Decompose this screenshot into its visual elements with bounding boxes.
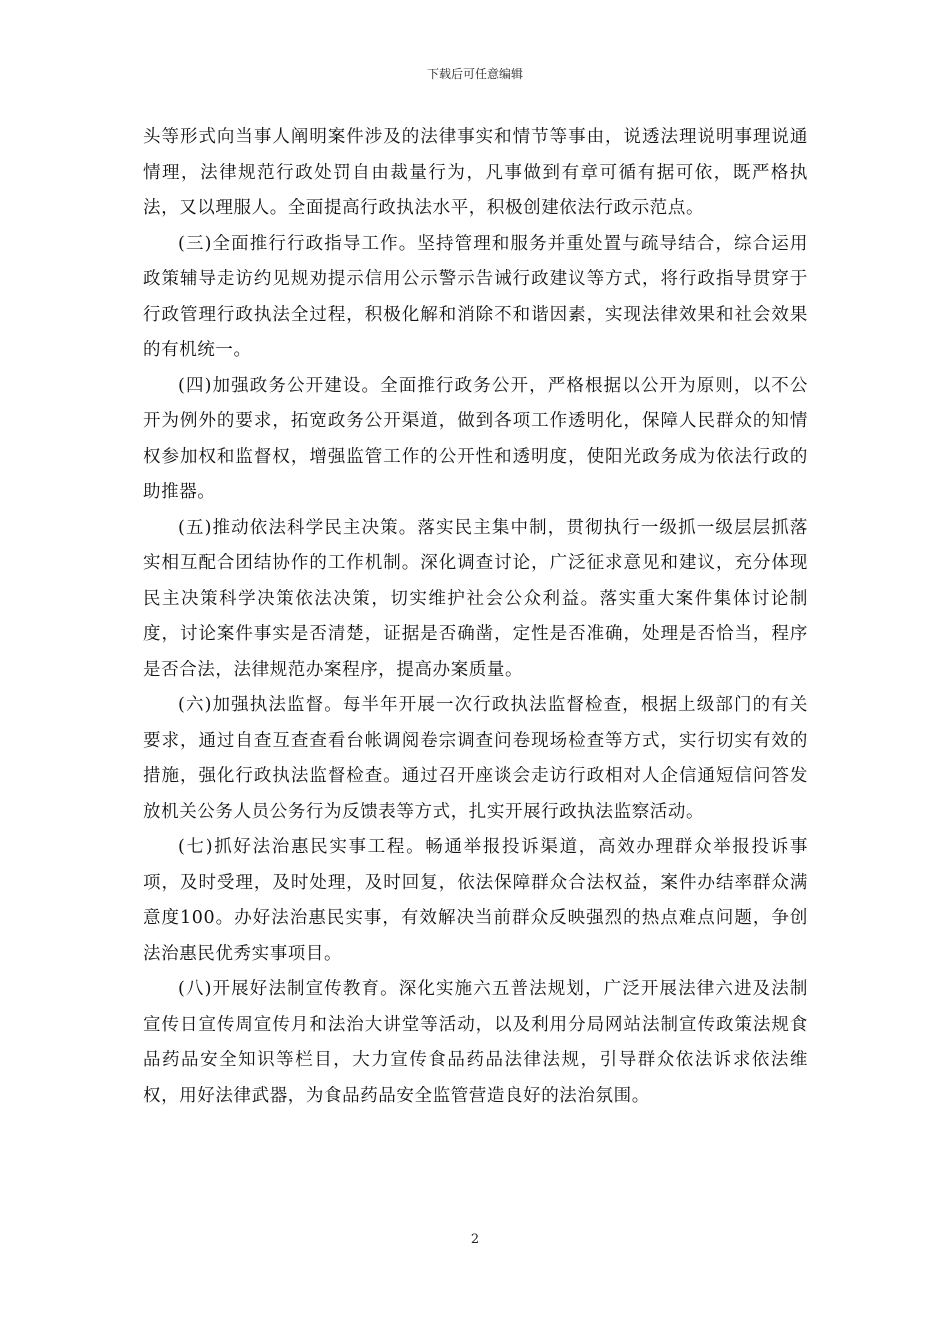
paragraph-section-6: (六)加强执法监督。每半年开展一次行政执法监督检查，根据上级部门的有关要求，通过自查互查查看台帐调阅卷宗调查问卷现场检查等方式，实行切实有效的措施，强化行政执法监督检查。通过召开座谈会走访行政相对人企信通短信问答发放机关公务人员公务行为反馈表等方式，扎实开展行政执法监察活动。	[143, 695, 808, 822]
paragraph-section-7: (七)抓好法治惠民实事工程。畅通举报投诉渠道，高效办理群众举报投诉事项，及时受理，及时处理，及时回复，依法保障群众合法权益，案件办结率群众满意度100。办好法治惠民实事，有效解决当前群众反映强烈的热点难点问题，争创法治惠民优秀实事项目。	[143, 837, 808, 964]
paragraph-section-3: (三)全面推行行政指导工作。坚持管理和服务并重处置与疏导结合，综合运用政策辅导走访约见规劝提示信用公示警示告诫行政建议等方式，将行政指导贯穿于行政管理行政执法全过程，积极化解和消除不和谐因素，实现法律效果和社会效果的有机统一。	[143, 233, 808, 360]
page-header: 下载后可任意编辑	[426, 67, 523, 81]
paragraph-section-4: (四)加强政务公开建设。全面推行政务公开，严格根据以公开为原则，以不公开为例外的要求，拓宽政务公开渠道，做到各项工作透明化，保障人民群众的知情权参加权和监督权，增强监管工作的公开性和透明度，使阳光政务成为依法行政的助推器。	[143, 375, 808, 502]
paragraph-section-8: (八)开展好法制宣传教育。深化实施六五普法规划，广泛开展法律六进及法制宣传日宣传周宣传月和法治大讲堂等活动，以及利用分局网站法制宣传政策法规食品药品安全知识等栏目，大力宣传食品药品法律法规，引导群众依法诉求依法维权，用好法律武器，为食品药品安全监管营造良好的法治氛围。	[143, 979, 808, 1106]
page-number: 2	[470, 1232, 480, 1247]
paragraph-section-5: (五)推动依法科学民主决策。落实民主集中制，贯彻执行一级抓一级层层抓落实相互配合团结协作的工作机制。深化调查讨论，广泛征求意见和建议，充分体现民主决策科学决策依法决策，切实维护社会公众利益。落实重大案件集体讨论制度，讨论案件事实是否清楚，证据是否确凿，定性是否准确，处理是否恰当，程序是否合法，法律规范办案程序，提高办案质量。	[143, 517, 808, 680]
paragraph-continuation: 头等形式向当事人阐明案件涉及的法律事实和情节等事由，说透法理说明事理说通情理，法律规范行政处罚自由裁量行为，凡事做到有章可循有据可依，既严格执法，又以理服人。全面提高行政执法水平，积极创建依法行政示范点。	[143, 127, 808, 218]
document-body	[143, 120, 808, 1114]
